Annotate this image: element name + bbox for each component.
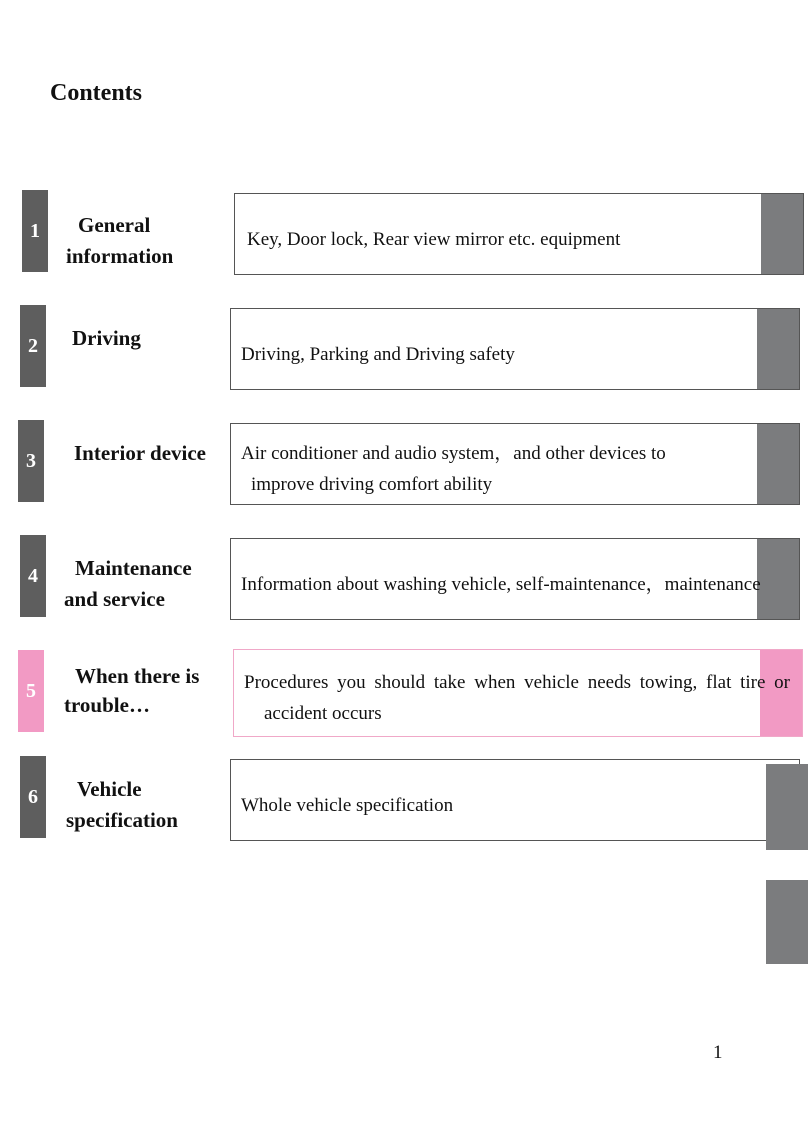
section-maintenance-and-service[interactable]: [0, 535, 808, 625]
section-description-box: [230, 423, 800, 505]
section-when-there-is-trouble[interactable]: [0, 648, 808, 738]
section-description-box: [230, 308, 800, 390]
edge-thumb-tab[interactable]: [766, 880, 808, 964]
section-driving[interactable]: [0, 305, 808, 395]
edge-thumb-tab[interactable]: [761, 194, 803, 274]
section-title-line: Maintenance: [75, 556, 192, 580]
section-title-line: specification: [66, 808, 178, 832]
section-vehicle-specification[interactable]: [0, 756, 808, 846]
section-title-line: trouble…: [64, 693, 150, 717]
section-title: [66, 774, 178, 836]
section-number-tab: 2: [20, 305, 46, 387]
section-title: [74, 438, 206, 469]
section-number-tab: 6: [20, 756, 46, 838]
section-description-box: [230, 538, 800, 620]
section-number-tab: 5: [18, 650, 44, 732]
section-description: Key, Door lock, Rear view mirror etc. equipment: [247, 229, 621, 250]
section-title-line: and service: [64, 587, 165, 611]
section-description-box: [234, 193, 804, 275]
section-title-line: When there is: [75, 664, 200, 688]
section-title: [64, 662, 199, 720]
section-title: [72, 323, 141, 354]
section-description-box: [233, 649, 803, 737]
section-title: [66, 210, 173, 272]
section-title-line: Interior device: [74, 441, 206, 465]
section-description: [241, 438, 755, 500]
edge-thumb-tab[interactable]: [757, 309, 799, 389]
page-title: Contents: [50, 80, 143, 106]
section-description: Driving, Parking and Driving safety: [241, 344, 515, 365]
section-description: Information about washing vehicle, self-maintenance，maintenance: [241, 574, 761, 595]
section-title-line: General: [78, 213, 151, 237]
section-description-box: [230, 759, 800, 841]
section-description: Whole vehicle specification: [241, 795, 454, 816]
section-description: [244, 667, 790, 729]
edge-thumb-tab[interactable]: [757, 539, 799, 619]
section-description-line: Procedures you should take when vehicle needs towing, flat tire or: [244, 672, 790, 693]
section-title-line: information: [66, 244, 174, 268]
page-number: 1: [713, 1042, 723, 1063]
section-title-line: Driving: [72, 326, 141, 350]
section-title-line: Vehicle: [77, 777, 142, 801]
section-title: [64, 553, 192, 615]
section-general-information[interactable]: [0, 190, 808, 280]
section-description-line: accident occurs: [264, 703, 382, 724]
section-number-tab: 3: [18, 420, 44, 502]
section-description-line: Air conditioner and audio system，and other devices to: [241, 443, 666, 464]
edge-thumb-tab[interactable]: [757, 424, 799, 504]
section-number-tab: 4: [20, 535, 46, 617]
edge-thumb-tab[interactable]: [766, 764, 808, 850]
section-number-tab: 1: [22, 190, 48, 272]
section-description-line: improve driving comfort ability: [251, 474, 493, 495]
section-interior-device[interactable]: [0, 420, 808, 510]
